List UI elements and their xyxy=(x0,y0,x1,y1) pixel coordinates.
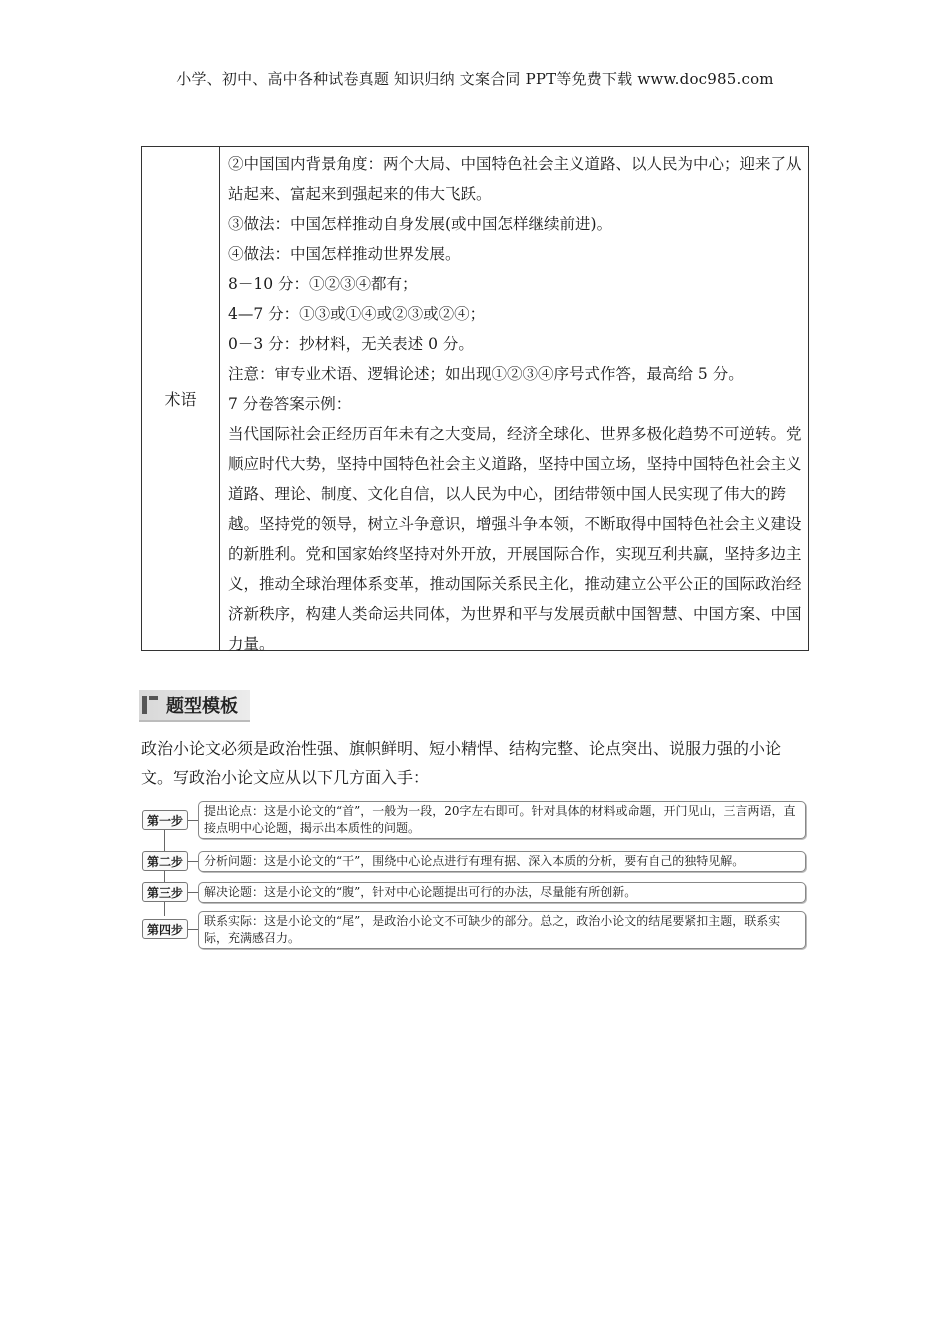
table-content xyxy=(220,147,808,653)
connector-line xyxy=(188,892,198,893)
grading-note: 注意：审专业术语、逻辑论述；如出现①②③④序号式作答，最高给 5 分。 xyxy=(228,365,744,383)
step-3-box: 解决论题：这是小论文的“腹”，针对中心论题提出可行的办法，尽量能有所创新。 xyxy=(198,882,806,903)
section-title: 题型模板 xyxy=(166,696,238,717)
steps-diagram xyxy=(142,800,808,952)
step-4-label: 第四步 xyxy=(142,919,188,939)
scoring-table xyxy=(141,146,809,651)
step-1-label: 第一步 xyxy=(142,810,188,830)
sample-answer-text: 当代国际社会正经历百年未有之大变局，经济全球化、世界多极化趋势不可逆转。党顺应时代大势，坚持中国特色社会主义道路，坚持中国立场，坚持中国特色社会主义道路、理论、制度、文化自信，以人民为中心，团结带领中国人民实现了伟大的跨越。坚持党的领导，树立斗争意识，增强斗争本领，不断取得中国特色社会主义建设的新胜利。党和国家始终坚持对外开放，开展国际合作，实现互利共赢，坚持多边主义，推动全球治理体系变革，推动国际关系民主化，推动建立公平公正的国际政治经济新秩序，构建人类命运共同体，为世界和平与发展贡献中国智慧、中国方案、中国力量。 xyxy=(228,425,802,653)
intro-paragraph: 政治小论文必须是政治性强、旗帜鲜明、短小精悍、结构完整、论点突出、说服力强的小论文。写政治小论文应从以下几方面入手： xyxy=(141,739,782,787)
score-band: 4—7 分：①③或①④或②③或②④； xyxy=(228,305,486,323)
connector-line xyxy=(188,820,198,821)
step-4-box: 联系实际：这是小论文的“尾”，是政治小论文不可缺少的部分。总之，政治小论文的结尾要紧扣主题，联系实际，充满感召力。 xyxy=(198,911,806,949)
criteria-line: ③做法：中国怎样推动自身发展(或中国怎样继续前进)。 xyxy=(228,215,613,233)
score-band: 8－10 分：①②③④都有； xyxy=(228,275,418,293)
connector-line xyxy=(188,929,198,930)
connector-line xyxy=(164,901,165,916)
section-heading xyxy=(139,690,250,722)
criteria-line: ④做法：中国怎样推动世界发展。 xyxy=(228,245,461,263)
connector-line xyxy=(188,861,198,862)
score-band: 0－3 分：抄材料，无关表述 0 分。 xyxy=(228,335,474,353)
criteria-line: ②中国国内背景角度：两个大局、中国特色社会主义道路、以人民为中心；迎来了从站起来、富起来到强起来的伟大飞跃。 xyxy=(228,155,802,203)
step-2-box: 分析问题：这是小论文的“干”，围绕中心论点进行有理有据、深入本质的分析，要有自己的独特见解。 xyxy=(198,851,806,872)
step-2-label: 第二步 xyxy=(142,851,188,871)
step-3-label: 第三步 xyxy=(142,882,188,902)
step-1-box: 提出论点：这是小论文的“首”，一般为一段，20字左右即可。针对具体的材料或命题，开门见山，三言两语，直接点明中心论题，揭示出本质性的问题。 xyxy=(198,801,806,839)
page-header: 小学、初中、高中各种试卷真题 知识归纳 文案合同 PPT等免费下载 www.doc985.com xyxy=(176,70,774,88)
section-marker-icon xyxy=(142,696,158,714)
sample-answer-heading: 7 分卷答案示例： xyxy=(228,395,352,413)
table-row-label: 术语 xyxy=(142,147,220,650)
